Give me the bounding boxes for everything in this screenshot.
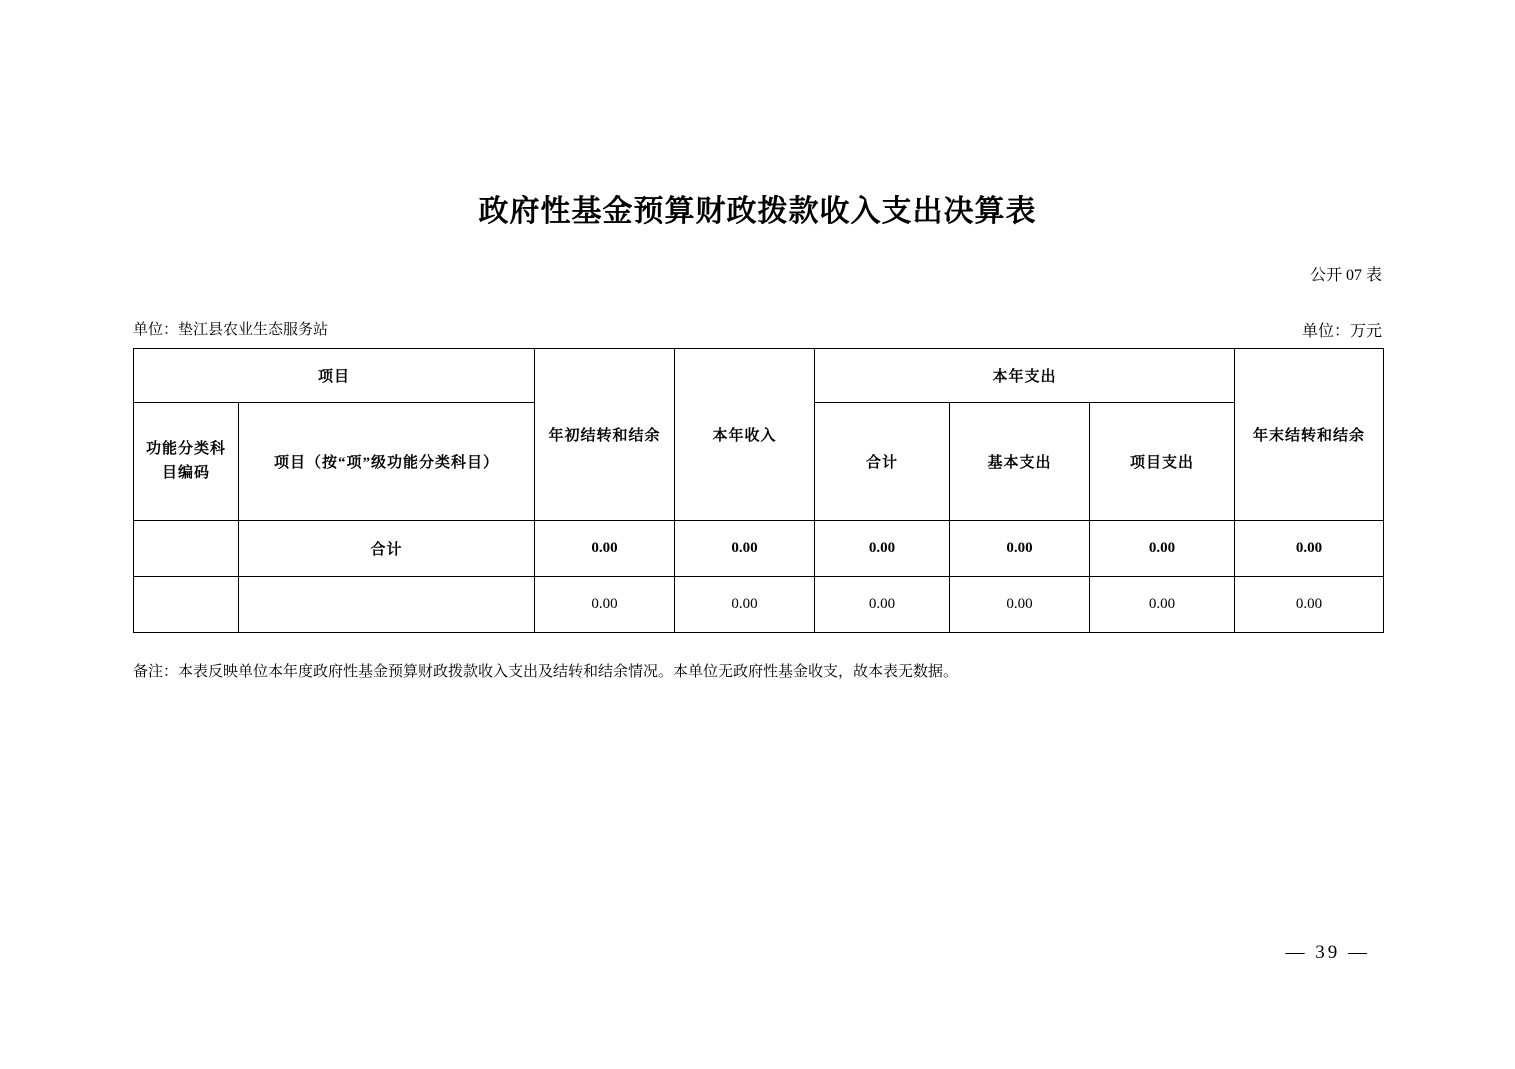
page-number: — 39 — (1285, 942, 1370, 963)
cell-end-balance: 0.00 (1235, 521, 1384, 577)
table-row (134, 521, 1384, 577)
cell-expense-project: 0.00 (1090, 521, 1235, 577)
table-header-row-top (134, 349, 1384, 403)
cell-expense-project: 0.00 (1090, 577, 1235, 633)
header-year-income: 本年收入 (675, 349, 815, 521)
cell-expense-basic: 0.00 (950, 521, 1090, 577)
cell-func-code (134, 521, 239, 577)
header-end-balance: 年末结转和结余 (1235, 349, 1384, 521)
header-func-code (134, 403, 239, 521)
cell-year-income: 0.00 (675, 577, 815, 633)
table-row (134, 577, 1384, 633)
cell-expense-total: 0.00 (815, 577, 950, 633)
amount-unit-label: 单位：万元 (1301, 323, 1382, 340)
header-year-expense-group: 本年支出 (815, 349, 1235, 403)
cell-year-income: 0.00 (675, 521, 815, 577)
cell-expense-total: 0.00 (815, 521, 950, 577)
header-item-detail: 项目（按“项”级功能分类科目） (239, 403, 535, 521)
unit-name-label: 单位：垫江县农业生态服务站 (133, 322, 329, 338)
budget-table (133, 348, 1384, 633)
cell-expense-basic: 0.00 (950, 577, 1090, 633)
page-title: 政府性基金预算财政拨款收入支出决算表 (478, 195, 1037, 228)
header-func-code-line1: 功能分类科 (145, 441, 226, 458)
header-item-group: 项目 (134, 349, 535, 403)
header-expense-basic: 基本支出 (950, 403, 1090, 521)
cell-begin-balance: 0.00 (535, 521, 675, 577)
header-func-code-line2: 目编码 (161, 464, 210, 481)
header-expense-project: 项目支出 (1090, 403, 1235, 521)
table-note: 备注：本表反映单位本年度政府性基金预算财政拨款收入支出及结转和结余情况。本单位无政府性基金收支，故本表无数据。 (133, 664, 959, 680)
cell-begin-balance: 0.00 (535, 577, 675, 633)
header-begin-balance: 年初结转和结余 (535, 349, 675, 521)
form-code-label: 公开 07 表 (1309, 267, 1382, 284)
cell-end-balance: 0.00 (1235, 577, 1384, 633)
cell-item-detail: 合计 (239, 521, 535, 577)
cell-item-detail (239, 577, 535, 633)
header-expense-total: 合计 (815, 403, 950, 521)
cell-func-code (134, 577, 239, 633)
